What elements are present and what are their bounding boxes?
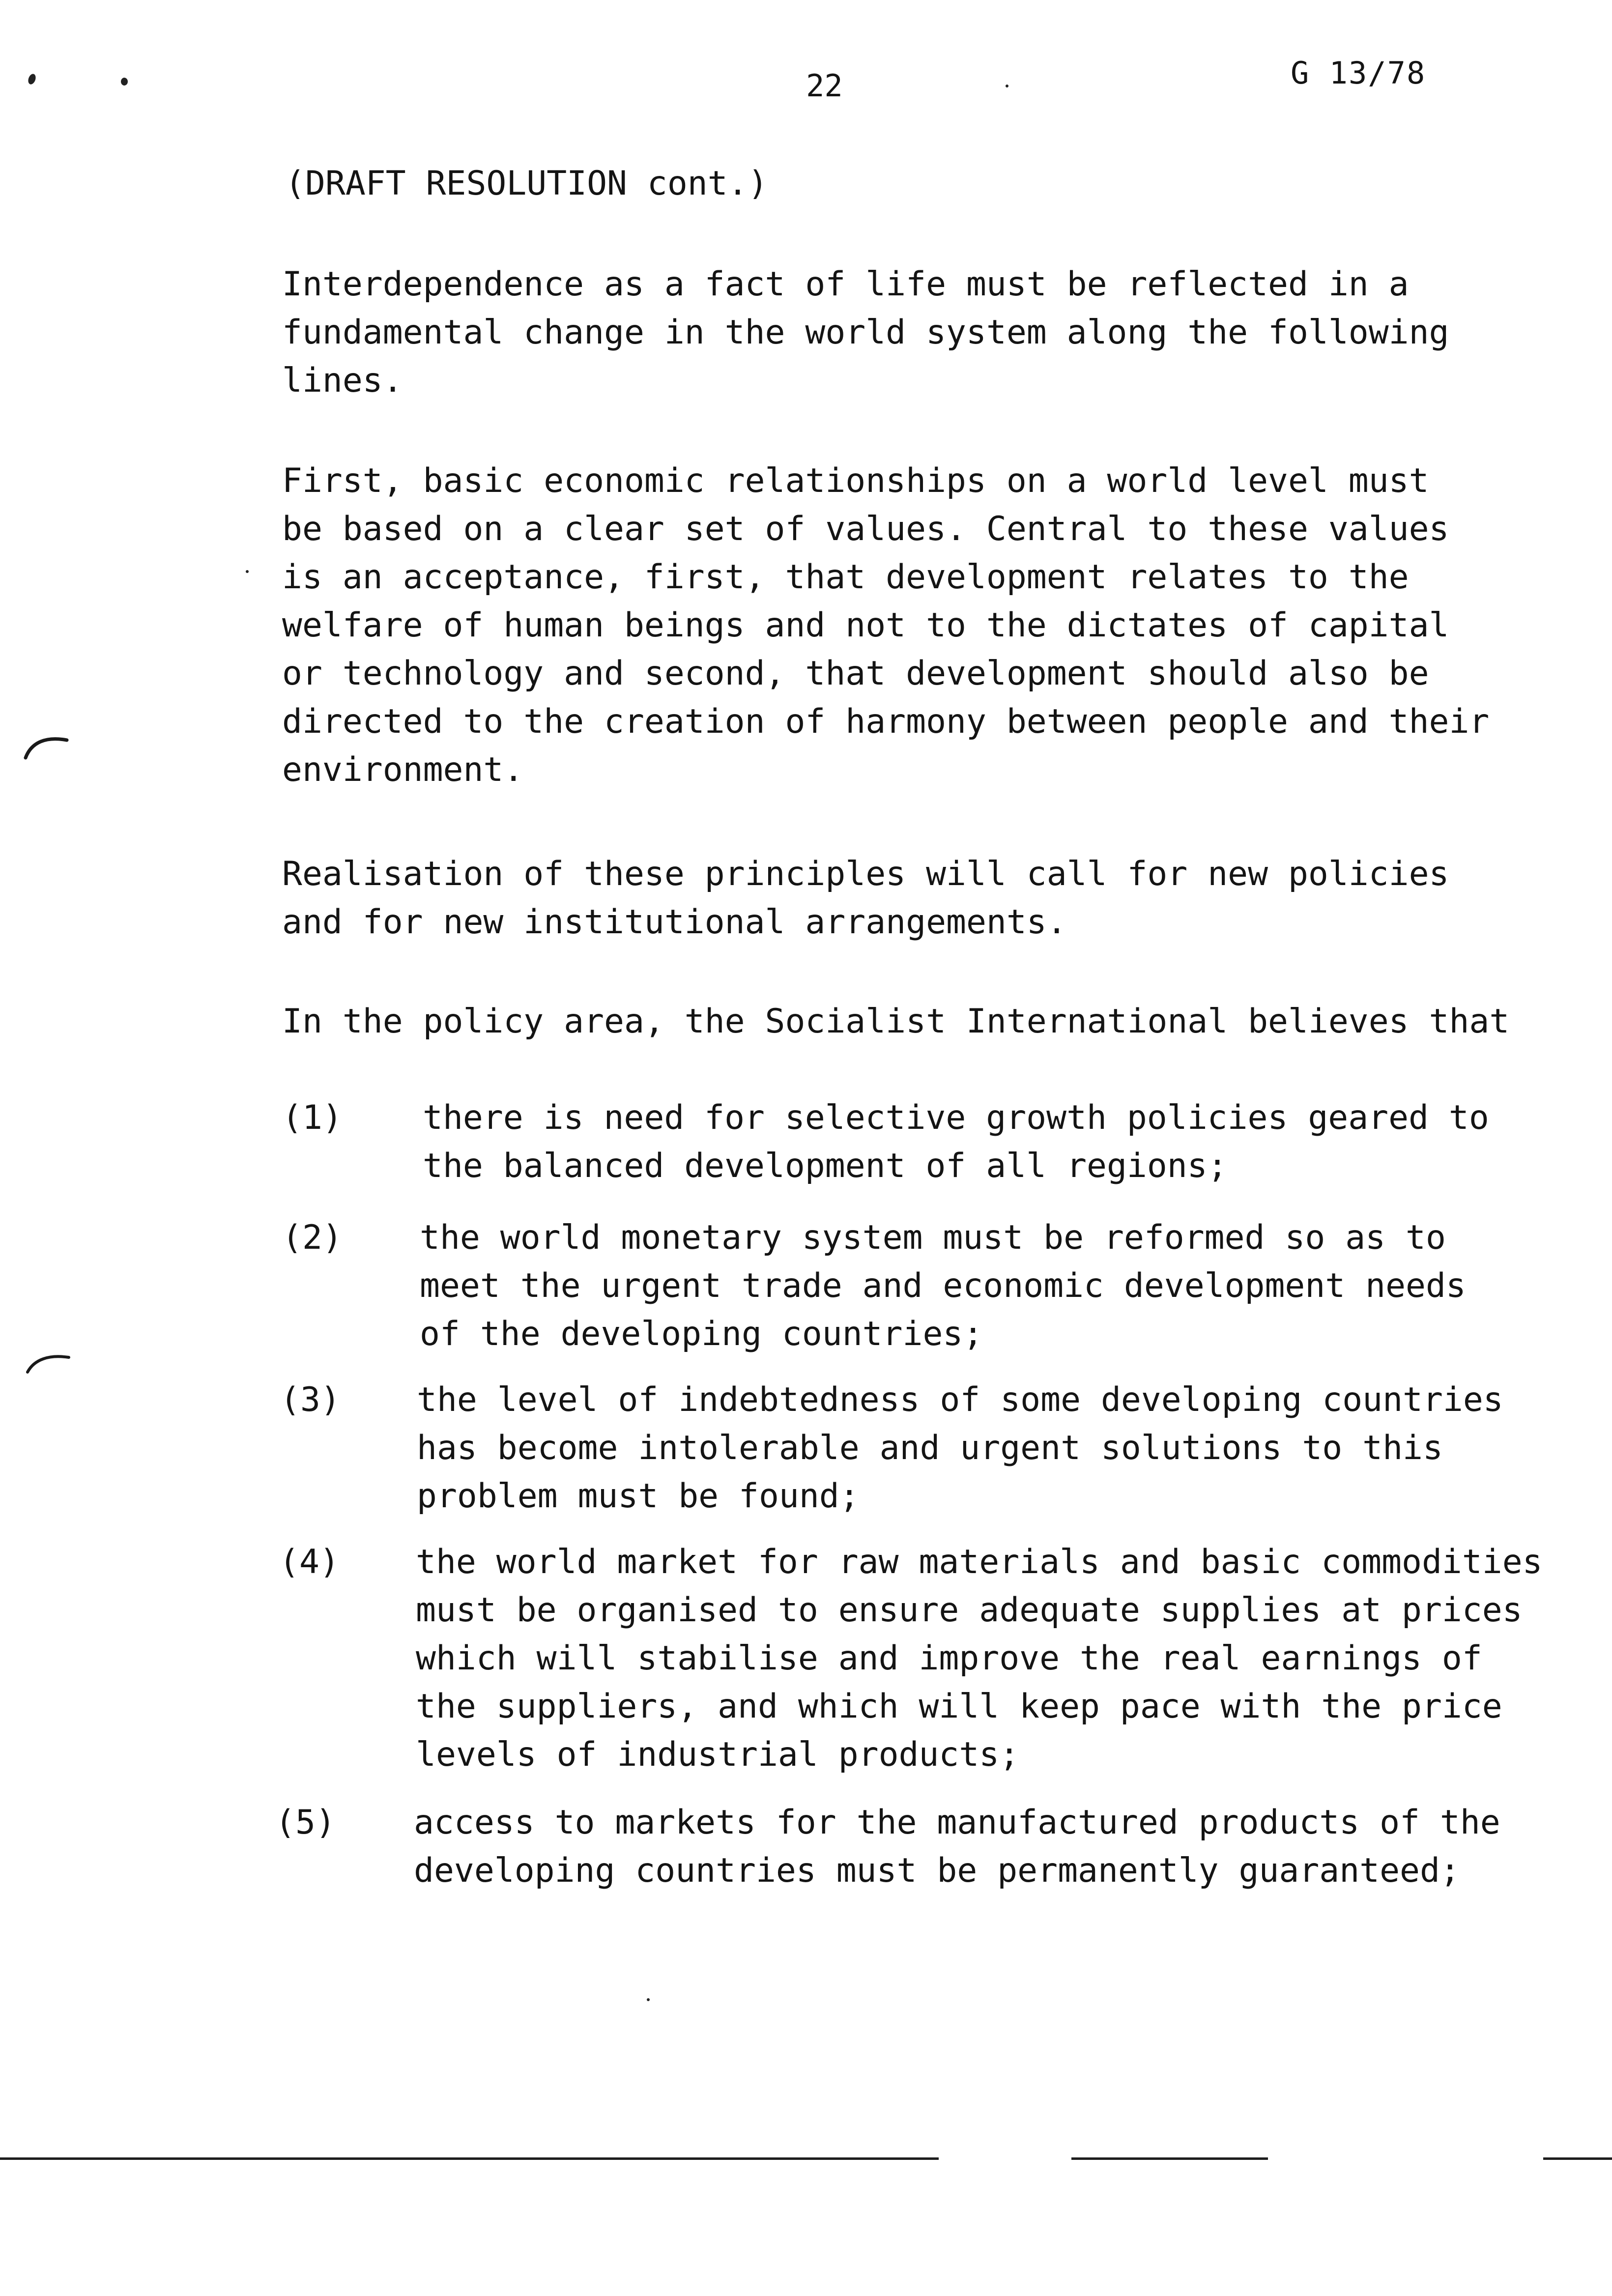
- list-item-text: [414, 1799, 1500, 1895]
- footer-rule: [0, 2157, 939, 2160]
- text-line: fundamental change in the world system along the following: [282, 313, 1449, 352]
- list-item-text: [417, 1376, 1503, 1521]
- text-line: which will stabilise and improve the real earnings of: [416, 1639, 1482, 1678]
- section-heading: (DRAFT RESOLUTION cont.): [285, 164, 768, 203]
- text-line: In the policy area, the Socialist International believes that: [282, 1002, 1510, 1041]
- paragraph-policy-intro: [282, 998, 1540, 1046]
- paragraph-realisation: [282, 850, 1540, 947]
- text-line: access to markets for the manufactured products of the: [414, 1803, 1500, 1842]
- speck-mark: [1006, 85, 1008, 87]
- punch-mark: [121, 78, 128, 86]
- speck-mark: [647, 1998, 650, 2001]
- paragraph-values: [282, 457, 1540, 794]
- footer-rule: [1071, 2157, 1268, 2160]
- text-line: Realisation of these principles will call for new policies: [282, 855, 1449, 893]
- text-line: environment.: [282, 750, 524, 789]
- text-line: Interdependence as a fact of life must be reflected in a: [282, 265, 1409, 304]
- text-line: the level of indebtedness of some developing countries: [417, 1380, 1503, 1419]
- list-item-number: (4): [279, 1543, 340, 1581]
- text-line: problem must be found;: [417, 1477, 860, 1516]
- text-line: has become intolerable and urgent solutions to this: [417, 1429, 1443, 1467]
- text-line: directed to the creation of harmony between people and their: [282, 702, 1490, 741]
- page-number: 22: [806, 68, 843, 104]
- text-line: the suppliers, and which will keep pace with the price: [416, 1687, 1502, 1726]
- text-line: levels of industrial products;: [416, 1735, 1020, 1774]
- list-item-number: (2): [282, 1218, 343, 1257]
- list-item-number: (5): [275, 1803, 336, 1842]
- footer-rule: [1543, 2157, 1612, 2160]
- text-line: be based on a clear set of values. Central to these values: [282, 510, 1449, 548]
- text-line: welfare of human beings and not to the dictates of capital: [282, 606, 1449, 645]
- document-reference: G 13/78: [1291, 55, 1426, 91]
- speck-mark: [246, 570, 249, 573]
- text-line: lines.: [282, 361, 403, 400]
- paragraph-interdependence: [282, 260, 1540, 405]
- list-item-number: (1): [282, 1098, 343, 1137]
- text-line: First, basic economic relationships on a world level must: [282, 461, 1429, 500]
- text-line: or technology and second, that development should also be: [282, 654, 1429, 693]
- text-line: there is need for selective growth policies geared to: [423, 1098, 1489, 1137]
- text-line: the world monetary system must be reformed so as to: [420, 1218, 1446, 1257]
- text-line: and for new institutional arrangements.: [282, 903, 1067, 942]
- text-line: of the developing countries;: [420, 1315, 983, 1353]
- text-line: must be organised to ensure adequate supplies at prices: [416, 1591, 1523, 1630]
- text-line: meet the urgent trade and economic development needs: [420, 1266, 1466, 1305]
- margin-bracket-mark: [22, 727, 71, 767]
- text-line: the balanced development of all regions;: [423, 1147, 1228, 1185]
- list-item-text: [423, 1094, 1489, 1190]
- list-item-text: [420, 1214, 1466, 1358]
- text-line: is an acceptance, first, that development relates to the: [282, 558, 1409, 597]
- list-item-text: [416, 1538, 1543, 1779]
- list-item-number: (3): [280, 1380, 341, 1419]
- text-line: developing countries must be permanently guaranteed;: [414, 1851, 1460, 1890]
- margin-bracket-mark: [25, 1347, 74, 1381]
- punch-mark: [27, 73, 37, 85]
- text-line: the world market for raw materials and basic commodities: [416, 1543, 1543, 1581]
